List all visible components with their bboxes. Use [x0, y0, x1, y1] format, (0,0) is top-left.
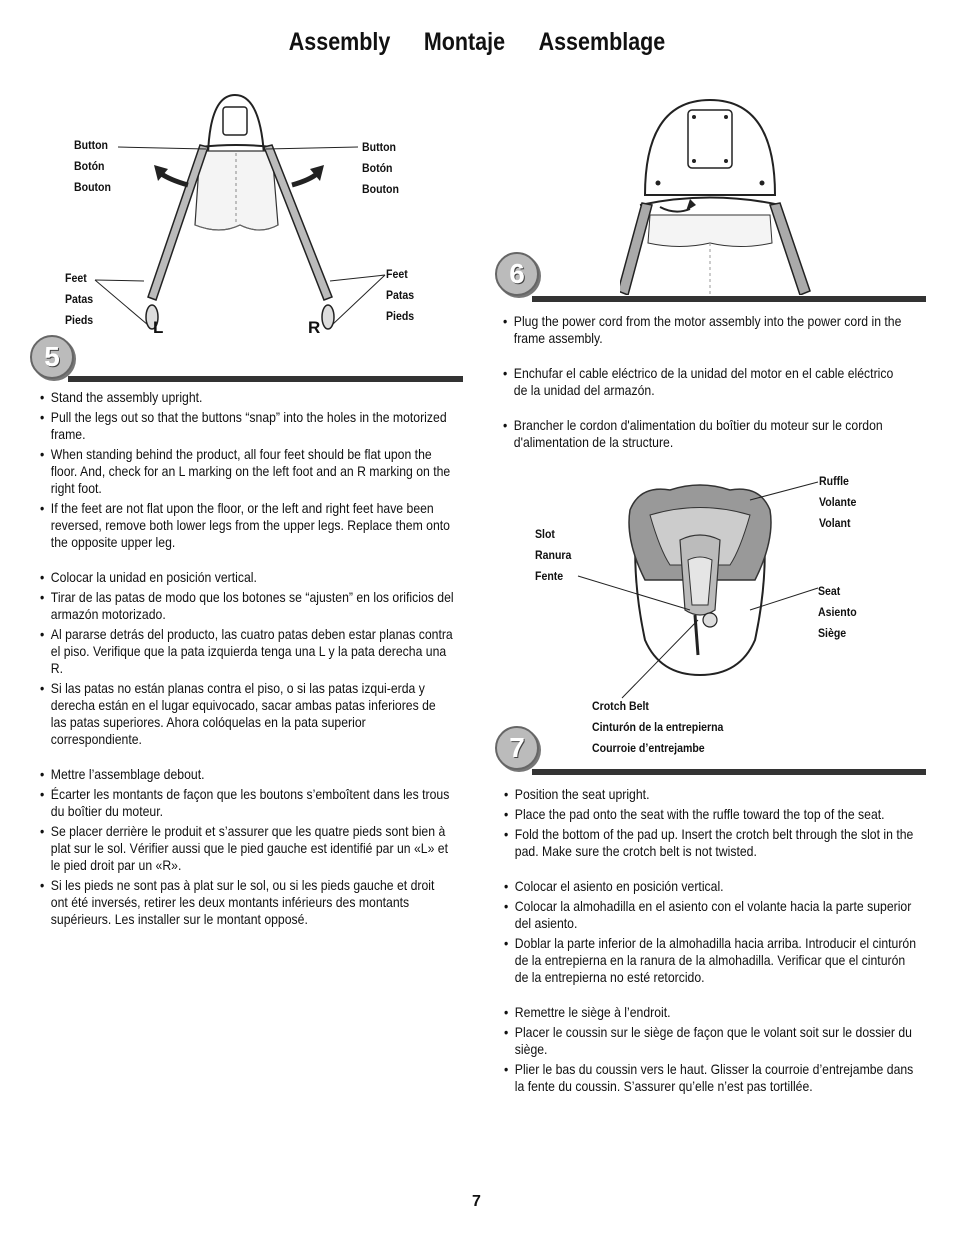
slot-label: Slot Ranura Fente [535, 527, 572, 583]
crotch-belt-label: Crotch Belt Cinturón de la entrepierna Courroie d’entrejambe [592, 699, 724, 755]
step7-en-item: • Position the seat upright. [504, 786, 918, 803]
title-english: Assembly [288, 28, 391, 56]
step7-seat-pad-illustration [570, 470, 830, 710]
step6-fr-item: • Brancher le cordon d'alimentation du boîtier du moteur sur le cordon d'alimentation de la structure. [503, 417, 908, 451]
step5-fr-item: • Écarter les montants de façon que les boutons s’emboîtent dans les trous du boîtier du moteur. [40, 786, 454, 820]
step7-divider [532, 769, 926, 775]
step7-fr-item: • Placer le coussin sur le siège de façon que le volant soit sur le dossier du siège. [504, 1024, 918, 1058]
step5-en-item: • Stand the assembly upright. [40, 389, 454, 406]
seat-label: Seat Asiento Siège [818, 584, 857, 640]
step7-en-item: • Fold the bottom of the pad up. Insert the crotch belt through the slot in the pad. Make sure the crotch belt is not twisted. [504, 826, 918, 860]
step7-es-item: • Colocar la almohadilla en el asiento con el volante hacia la parte superior del asiento. [504, 898, 918, 932]
step7-es-item: • Doblar la parte inferior de la almohadilla hacia arriba. Introducir el cinturón de la entrepierna en la ranura de la almohadilla. Verificar que el cinturón de la entrepierna no esté retorcido. [504, 935, 918, 986]
step5-fr-item: • Se placer derrière le produit et s’assurer que les quatre pieds sont bien à plat sur le sol. Vérifier aussi que le pied gauche est identifié par un «L» et le pied droit par un «R». [40, 823, 454, 874]
button-label-right: Button Botón Bouton [362, 140, 399, 196]
step7-number-badge: 7 [495, 726, 539, 770]
button-label-left: Button Botón Bouton [74, 138, 111, 194]
step7-fr-item: • Remettre le siège à l’endroit. [504, 1004, 918, 1021]
ruffle-label: Ruffle Volante Volant [819, 474, 857, 530]
step7-instructions [504, 786, 918, 1098]
step6-es-item: • Enchufar el cable eléctrico de la unidad del motor en el cable eléctrico de la unidad del armazón. [503, 365, 908, 399]
step6-divider [532, 296, 926, 302]
step5-fr-item: • Mettre l’assemblage debout. [40, 766, 454, 783]
feet-label-right: Feet Patas Pieds [386, 267, 415, 323]
left-foot-mark: L [153, 318, 164, 337]
step7-fr-item: • Plier le bas du coussin vers le haut. Glisser la courroie d’entrejambe dans la fente du coussin. S’assurer qu’elle n’est pas tortillée. [504, 1061, 918, 1095]
page-title [67, 28, 887, 57]
step5-en-item: • Pull the legs out so that the buttons “snap” into the holes in the motorized frame. [40, 409, 454, 443]
step6-instructions [503, 313, 908, 454]
step5-instructions [40, 389, 454, 931]
step6-power-cord-illustration [620, 95, 820, 295]
step5-es-item: • Colocar la unidad en posición vertical. [40, 569, 454, 586]
step5-es-item: • Si las patas no están planas contra el piso, o si las patas izqui-erda y derecha están en el lugar equivocado, sacar ambas patas inferiores de las patas superiores. Ahora colóquelas en la pata superior correspondiente. [40, 680, 454, 748]
step7-en-item: • Place the pad onto the seat with the ruffle toward the top of the seat. [504, 806, 918, 823]
step5-en-item: • When standing behind the product, all four feet should be flat upon the floor. And, check for an L marking on the left foot and an R marking on the right foot. [40, 446, 454, 497]
title-spanish: Montaje [423, 28, 506, 56]
step5-en-item: • If the feet are not flat upon the floor, or the left and right feet have been reversed, remove both lower legs from the upper legs. Replace them onto the opposite upper leg. [40, 500, 454, 551]
step5-fr-item: • Si les pieds ne sont pas à plat sur le sol, ou si les pieds gauche et droit ont été inversés, retirer les deux montants inférieurs des montants supérieurs. Les installer sur le montant opposé. [40, 877, 454, 928]
feet-label-left: Feet Patas Pieds [65, 271, 94, 327]
title-french: Assemblage [538, 28, 666, 56]
step5-es-item: • Tirar de las patas de modo que los botones se “ajusten” en los orificios del armazón motorizado. [40, 589, 454, 623]
step6-en-item: • Plug the power cord from the motor assembly into the power cord in the frame assembly. [503, 313, 908, 347]
page-number: 7 [472, 1193, 481, 1210]
right-foot-mark: R [308, 318, 321, 337]
step5-divider [68, 376, 463, 382]
step7-es-item: • Colocar el asiento en posición vertical. [504, 878, 918, 895]
step6-number-badge: 6 [495, 252, 539, 296]
step5-es-item: • Al pararse detrás del producto, las cuatro patas deben estar planas contra el piso. Verifique que la pata izquierda tenga una L y la pata derecha una R. [40, 626, 454, 677]
step5-number-badge: 5 [30, 335, 74, 379]
